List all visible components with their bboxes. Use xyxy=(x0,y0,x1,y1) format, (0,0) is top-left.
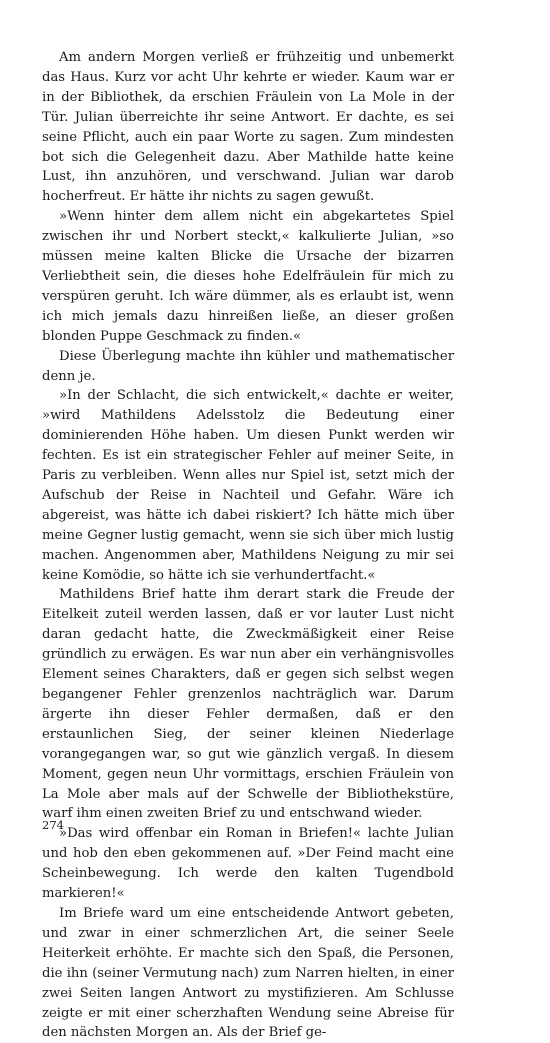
paragraph: Am andern Morgen verließ er frühzeitig und unbemerkt das Haus. Kurz vor acht Uhr kehrte er wieder. Kaum war er in der Bibliothek, da erschien Fräulein von La Mole in der Tür. Julian überreichte ihr seine Antwort. Er dachte, es sei seine Pflicht, auch ein paar Worte zu sagen. Zum mindesten bot sich die Gelegenheit dazu. Aber Mathilde hatte keine Lust, ihn anzuhören, und verschwand. Julian war darob hocherfreut. Er hätte ihr nichts zu sagen gewußt. xyxy=(42,50,454,205)
paragraph: Mathildens Brief hatte ihm derart stark die Freude der Eitelkeit zuteil werden lassen, daß er vor lauter Lust nicht daran gedacht hatte, die Zweckmäßigkeit einer Reise gründlich zu erwägen. Es war nun aber ein verhängnisvolles Element seines Charakters, daß er gegen sich selbst wegen begangener Fehler grenzenlos nachträglich war. Darum ärgerte ihn dieser Fehler dermaßen, daß er den erstaunlichen Sieg, der seiner kleinen Niederlage vorangegangen war, so gut wie gänzlich vergaß. In diesem Moment, gegen neun Uhr vormittags, erschien Fräulein von La Mole aber mals auf der Schwelle der Bibliothekstüre, warf ihm einen zweiten Brief zu und entschwand wieder. xyxy=(42,587,454,822)
paragraph: »Das wird offenbar ein Roman in Briefen!« lachte Julian und hob den eben gekommenen auf. »Der Feind macht eine Scheinbewegung. Ich werde den kalten Tugendbold markieren!« xyxy=(42,826,454,902)
page-number: 274 xyxy=(42,818,64,832)
paragraph: Im Briefe ward um eine entscheidende Antwort gebeten, und zwar in einer schmerzlichen Art, die seiner Seele Heiterkeit erhöhte. Er machte sich den Spaß, die Personen, die ihn (seiner Vermutung nach) zum Narren hielten, in einer zwei Seiten langen Antwort zu mystifizieren. Am Schlusse zeigte er mit einer scherzhaften Wendung seine Abreise für den nächsten Morgen an. Als der Brief ge- xyxy=(42,905,454,1041)
paragraph: »In der Schlacht, die sich entwickelt,« dachte er weiter, »wird Mathildens Adelsstolz die Bedeutung einer dominierenden Höhe haben. Um diesen Punkt werden wir fechten. Es ist ein strategischer Fehler auf meiner Seite, in Paris zu verbleiben. Wenn alles nur Spiel ist, setzt mich der Aufschub der Reise in Nachteil und Gefahr. Wäre ich abgereist, was hätte ich dabei riskiert? Ich hätte mich über meine Gegner lustig gemacht, wenn sie sich über mich lustig machen. Angenommen aber, Mathildens Neigung zu mir sei keine Komödie, so hätte ich sie verhundertfacht.« xyxy=(42,388,454,583)
page-body xyxy=(42,48,454,1043)
paragraph: »Wenn hinter dem allem nicht ein abgekartetes Spiel zwischen ihr und Norbert steckt,« kalkulierte Julian, »so müssen meine kalten Blicke die Ursache der bizarren Verliebtheit sein, die dieses hohe Edelfräulein für mich zu verspüren geruht. Ich wäre dümmer, als es erlaubt ist, wenn ich mich jemals dazu hinreißen ließe, an dieser großen blonden Puppe Geschmack zu finden.« xyxy=(42,209,454,344)
paragraph: Diese Überlegung machte ihn kühler und mathematischer denn je. xyxy=(42,348,454,384)
